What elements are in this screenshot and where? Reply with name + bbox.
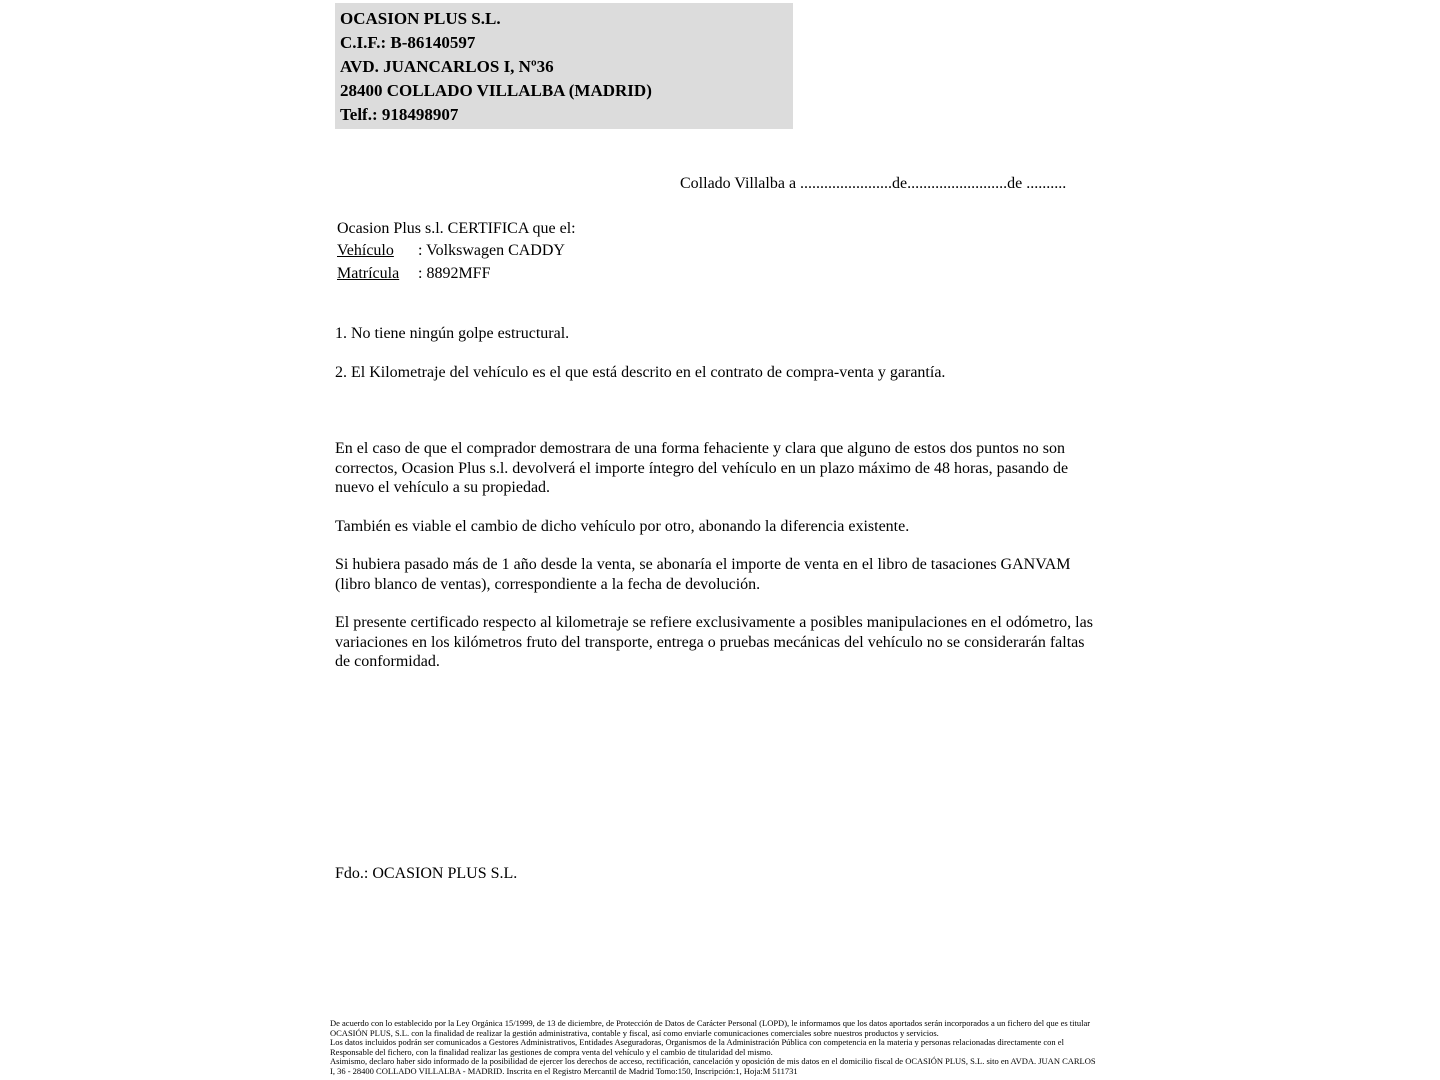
footer-paragraph-lopd: De acuerdo con lo establecido por la Ley Orgánica 15/1999, de 13 de diciembre, de Protección de Datos de Carácter Personal (LOPD), le informamos que los datos aportados serán incorporados a un fichero del que es titular OCASIÓN PLUS, S.L. con la finalidad de realizar la gestión administrativa, contable y fiscal, así como enviarle comunicaciones comerciales sobre nuestros productos y servicios. [330,1018,1091,1038]
legal-footer [330,1019,1102,1077]
vehicle-label-wrap [337,239,418,262]
plate-label: Matrícula [337,265,400,282]
plate-row [337,262,1097,285]
company-cif: C.I.F.: B-86140597 [340,33,476,52]
company-city: 28400 COLLADO VILLALBA (MADRID) [340,81,652,100]
footer-paragraph-rights: Asimismo, declaro haber sido informado de la posibilidad de ejercer los derechos de acceso, rectificación, cancelación y oposición de mis datos en el domicilio fiscal de OCASIÓN PLUS, S.L. sito en AVDA. JUAN CARLOS I, 36 - 28400 COLLADO VILLALBA - MADRID. Inscrita en el Registro Mercantil de Madrid Tomo:150, Inscripción:1, Hoja:M 511731 [330,1056,1096,1076]
point-2: 2. El Kilometraje del vehículo es el que está descrito en el contrato de compra-venta y garantía. [335,363,946,381]
vehicle-label: Vehículo [337,242,394,259]
paragraph-odometer: El presente certificado respecto al kilometraje se refiere exclusivamente a posibles manipulaciones en el odómetro, las variaciones en los kilómetros fruto del transporte, entrega o pruebas mecánicas del vehículo no se considerarán faltas de conformidad. [335,614,1093,670]
certify-intro: Ocasion Plus s.l. CERTIFICA que el: [337,220,576,237]
company-phone: Telf.: 918498907 [340,105,459,124]
paragraph-refund: En el caso de que el comprador demostrara de una forma fehaciente y clara que alguno de estos dos puntos no son correctos, Ocasion Plus s.l. devolverá el importe íntegro del vehículo en un plazo máximo de 48 horas, pasando de nuevo el vehículo a su propiedad. [335,440,1069,496]
company-address: AVD. JUANCARLOS I, Nº36 [340,57,554,76]
paragraph-ganvam: Si hubiera pasado más de 1 año desde la venta, se abonaría el importe de venta en el libro de tasaciones GANVAM (libro blanco de ventas), correspondiente a la fecha de devolución. [335,556,1071,593]
vehicle-row [337,239,1097,262]
date-line: Collado Villalba a .......................de.........................de .......... [680,175,1067,192]
company-name: OCASION PLUS S.L. [340,9,501,28]
plate-value: : 8892MFF [418,265,491,282]
footer-paragraph-data-sharing: Los datos incluidos podrán ser comunicados a Gestores Administrativos, Entidades Aseguradoras, Organismos de la Administración Pública con competencia en la materia y personas relacionadas directamente con el Responsable del fichero, con la finalidad realizar las gestiones de compra venta del vehículo y el cambio de titularidad del mismo. [330,1037,1064,1057]
document-content [335,0,1097,884]
company-header [335,3,793,129]
vehicle-value: : Volkswagen CADDY [418,242,565,259]
paragraph-exchange: También es viable el cambio de dicho vehículo por otro, abonando la diferencia existente. [335,517,910,535]
point-1: 1. No tiene ningún golpe estructural. [335,325,570,342]
signature-line: Fdo.: OCASION PLUS S.L. [335,864,518,882]
plate-label-wrap [337,262,418,285]
